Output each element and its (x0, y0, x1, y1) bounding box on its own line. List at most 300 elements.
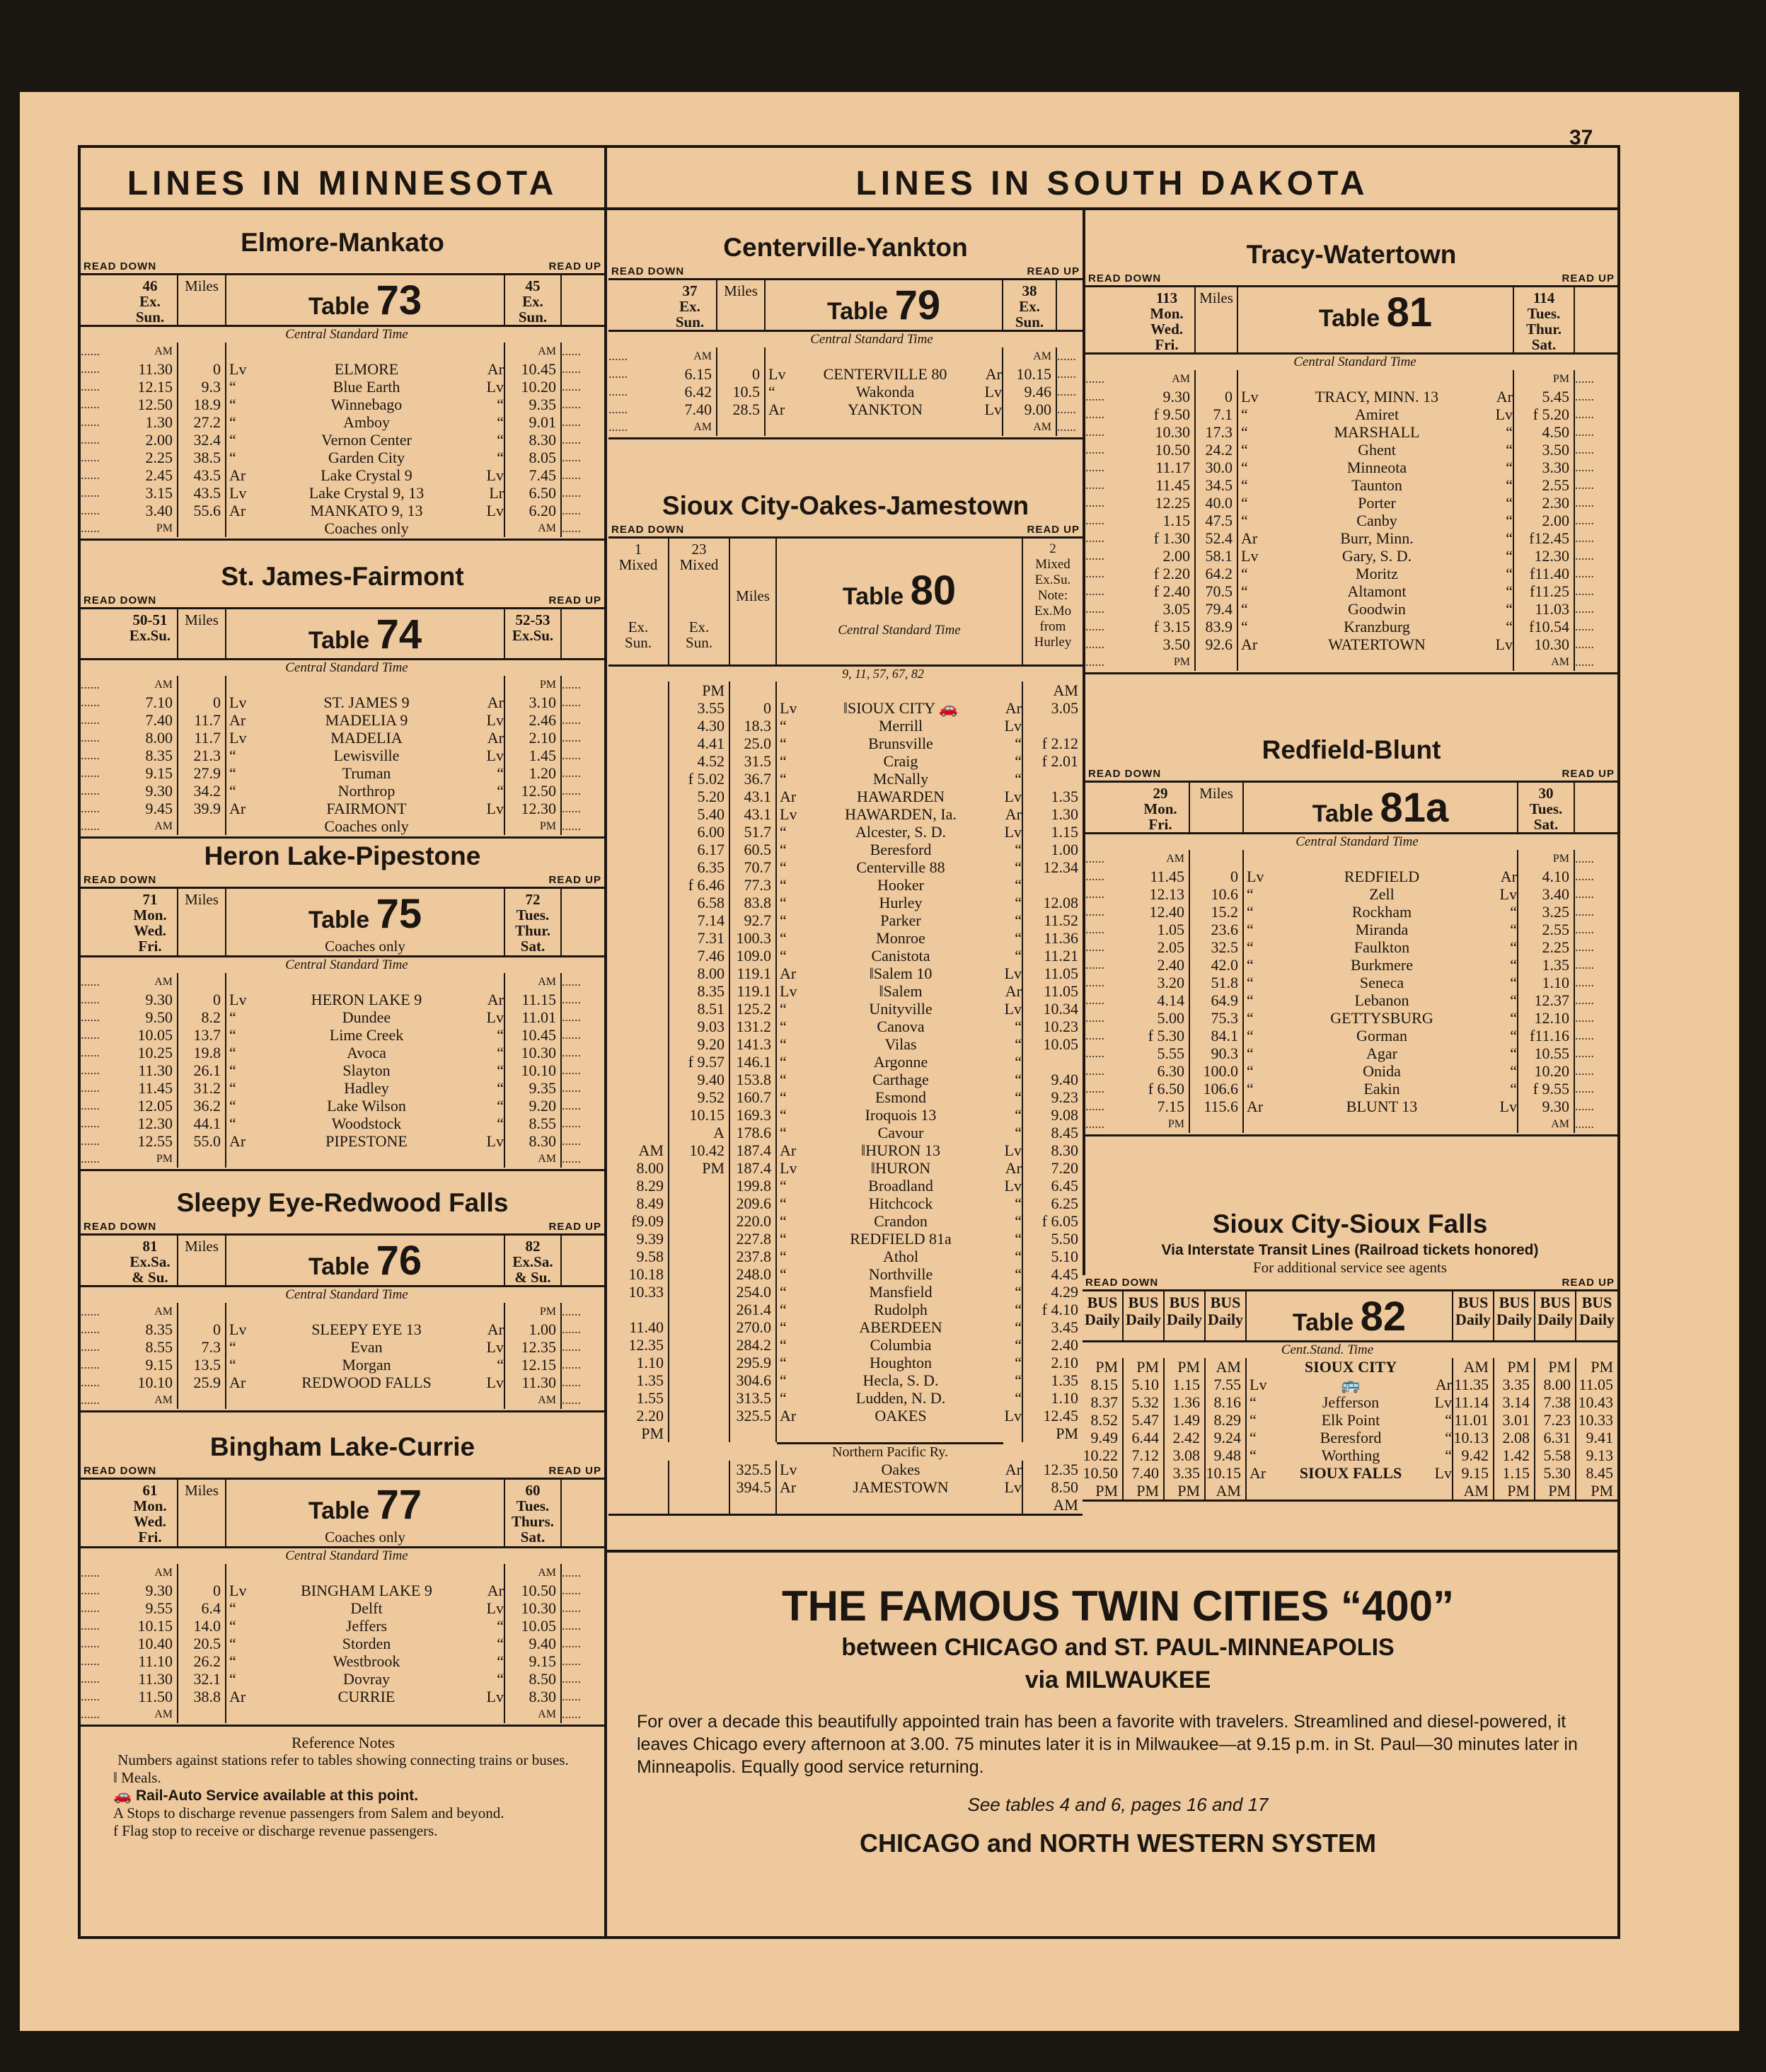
station-name: Vilas (884, 1035, 917, 1053)
bus-time-down: 8.37 (1083, 1393, 1124, 1411)
leader-dots: ...... (562, 379, 581, 393)
miles-value: 10.5 (717, 383, 766, 401)
lv-ar: “ (1241, 618, 1248, 635)
miles-value: 11.7 (178, 729, 226, 747)
table-word: Table (308, 627, 370, 654)
station-name: Beresford (870, 841, 932, 858)
table-number-header (226, 1480, 505, 1546)
time-up: f11.16 (1518, 1027, 1575, 1044)
station-cell (226, 1688, 505, 1705)
time-train-23 (669, 1336, 730, 1354)
station-name: Storden (342, 1635, 391, 1652)
time-train-2: 12.34 (1043, 858, 1078, 876)
ar-lv: Lv (984, 401, 1002, 418)
ar-lv: “ (1506, 547, 1513, 565)
time-train-23 (669, 1371, 730, 1389)
lv-ar (229, 973, 253, 991)
station-cell (226, 431, 505, 449)
station-name: ‖Salem 10 (869, 965, 933, 982)
table-row (608, 1407, 1083, 1424)
leader-dots: ...... (562, 677, 581, 691)
note-4: A Stops to discharge revenue passengers from Salem and beyond. (113, 1805, 504, 1821)
station-cell (1238, 405, 1514, 423)
ar-lv: Ar (487, 729, 504, 747)
bus-daily-header: BUS Daily (1124, 1291, 1165, 1340)
lv-ar: “ (780, 1035, 787, 1053)
miles-value (730, 681, 777, 699)
leader-dots: ...... (1085, 372, 1104, 386)
leader-dots: ...... (562, 503, 581, 517)
leader-dots: ...... (562, 1304, 581, 1318)
read-down-label: READ DOWN (83, 594, 157, 606)
station-cell (1244, 1009, 1518, 1027)
train-up-header: 60 Tues. Thurs. Sat. (505, 1480, 562, 1546)
time-down: AM (1139, 370, 1196, 388)
miles-value: 42.0 (1190, 956, 1244, 974)
time-train-23: 4.30 (669, 717, 730, 735)
miles-value: 43.1 (730, 788, 777, 805)
ar-lv: Lr (489, 484, 504, 502)
bus-time-up: PM (1494, 1482, 1535, 1500)
time-train-23: 9.20 (669, 1035, 730, 1053)
miles-value: 109.0 (730, 947, 777, 965)
lv-ar: “ (229, 396, 236, 413)
bus-time-up: 10.13 (1453, 1429, 1494, 1446)
leader-dots: ...... (1057, 384, 1076, 398)
ar-lv (1489, 370, 1513, 388)
station-name: Moritz (1356, 565, 1398, 582)
lv-ar (229, 1150, 253, 1168)
time-up: 7.45 (505, 466, 562, 484)
station-name: Garden City (328, 449, 405, 466)
leader-dots: ...... (1575, 975, 1594, 989)
time-down: PM (123, 1150, 178, 1168)
ar-lv: Lv (486, 1008, 504, 1026)
leader-dots: ...... (1575, 584, 1594, 598)
miles-header: Miles (178, 1236, 226, 1285)
table-row (608, 735, 1083, 752)
lv-ar: “ (780, 841, 787, 858)
table-row (81, 431, 604, 449)
miles-value: 51.7 (730, 823, 777, 841)
time-up: 9.15 (505, 1652, 562, 1670)
table-row (608, 1159, 1083, 1177)
bus-daily-header: BUS Daily (1165, 1291, 1206, 1340)
time-train-2: PM (1056, 1424, 1078, 1442)
leader-dots: ...... (1575, 993, 1594, 1007)
table-title: Heron Lake-Pipestone (204, 841, 481, 870)
time-down: 12.30 (123, 1115, 178, 1132)
time-train-1 (608, 1035, 669, 1053)
leader-dots: ...... (81, 1654, 100, 1668)
station-name: SIOUX CITY (1304, 1358, 1397, 1376)
station-cell (226, 764, 505, 782)
time-down: f 1.30 (1139, 529, 1196, 547)
ar-lv: Ar (487, 693, 504, 711)
lv-ar: Ar (229, 711, 246, 729)
timetable-body (1083, 1342, 1617, 1502)
station-name: Hurley (879, 894, 923, 911)
time-down: 12.15 (123, 378, 178, 396)
lv-ar: Lv (780, 699, 797, 717)
table-title: Tracy-Watertown (1246, 240, 1457, 269)
leader-dots: ...... (1085, 566, 1104, 580)
station-name (804, 1496, 998, 1514)
station-cell (1238, 512, 1514, 529)
lv-ar: “ (780, 1265, 787, 1283)
time-train-2: 4.29 (1051, 1283, 1078, 1301)
lv-ar: Ar (780, 1407, 797, 1424)
miles-value: 106.6 (1190, 1080, 1244, 1098)
station-name (253, 1391, 480, 1409)
lv-ar: Ar (768, 401, 785, 418)
table-row (608, 1478, 1083, 1496)
ar-lv: “ (1015, 1389, 1022, 1407)
leader-dots: ...... (1085, 1081, 1104, 1095)
time-train-23: 6.17 (669, 841, 730, 858)
table-row (81, 764, 604, 782)
station-cell (1238, 476, 1514, 494)
station-name: Vernon Center (321, 431, 412, 449)
station-cell (1244, 1098, 1518, 1115)
lv-ar: Ar (1241, 635, 1258, 653)
leader-dots: ...... (1575, 1028, 1594, 1042)
station-name (792, 347, 978, 365)
table-73 (81, 225, 604, 541)
time-train-2: 4.45 (1051, 1265, 1078, 1283)
leader-dots: ...... (1085, 513, 1104, 527)
table-row (81, 1150, 604, 1168)
ar-lv: Ar (1005, 805, 1022, 823)
miles-value: 28.5 (717, 401, 766, 418)
bus-time-up: 11.14 (1453, 1393, 1494, 1411)
time-train-23: 6.35 (669, 858, 730, 876)
station-cell (777, 947, 1023, 965)
lv-ar: “ (1250, 1411, 1257, 1429)
station-cell (226, 1635, 505, 1652)
bus-daily-header: BUS Daily (1083, 1291, 1124, 1340)
station-name: YANKTON (848, 401, 923, 418)
time-up: AM (505, 519, 562, 537)
leader-dots: ...... (562, 1357, 581, 1371)
time-train-23: A (669, 1124, 730, 1141)
table-row (608, 965, 1083, 982)
miles-header: Miles (717, 280, 766, 330)
station-cell (1238, 459, 1514, 476)
read-down-label: READ DOWN (1088, 272, 1162, 284)
table-word: Table (308, 293, 370, 320)
station-name: GETTYSBURG (1330, 1009, 1433, 1027)
time-down: 2.45 (123, 466, 178, 484)
station-name: MADELIA (330, 729, 403, 747)
table-number: 80 (910, 568, 957, 614)
station-name: Worthing (1321, 1446, 1380, 1464)
time-train-1 (608, 1106, 669, 1124)
time-train-2: 11.21 (1044, 947, 1078, 965)
miles-value: 394.5 (730, 1478, 777, 1496)
station-name: Lake Crystal 9, 13 (308, 484, 425, 502)
table-row (1085, 582, 1617, 600)
note-5: f Flag stop to receive or discharge revenue passengers. (113, 1822, 438, 1839)
read-up-label: READ UP (548, 1221, 601, 1233)
bus-daily-header: BUS Daily (1494, 1291, 1535, 1340)
station-name: Canistota (871, 947, 930, 965)
table-row (608, 347, 1083, 365)
time-train-1 (608, 929, 669, 947)
station-cell (777, 1301, 1023, 1318)
leader-dots: ...... (562, 1063, 581, 1077)
station-cell (1247, 1393, 1453, 1411)
table-row (1085, 423, 1617, 441)
bus-time-up: 11.01 (1453, 1411, 1494, 1429)
train-up-header: 72 Tues. Thur. Sat. (505, 889, 562, 955)
time-up: 8.30 (505, 431, 562, 449)
train-down-header: 29 Mon. Fri. (1132, 783, 1190, 832)
leader-dots: ...... (1575, 904, 1594, 919)
table-title: Sleepy Eye-Redwood Falls (176, 1188, 509, 1217)
station-name: Lewisville (333, 747, 400, 764)
ar-lv: Ar (1005, 1461, 1022, 1478)
station-cell (777, 805, 1023, 823)
miles-value: 313.5 (730, 1389, 777, 1407)
table-row (81, 782, 604, 800)
bus-time-up: 9.15 (1453, 1464, 1494, 1482)
table-row (1083, 1464, 1617, 1482)
table-number-header (226, 1236, 505, 1285)
bus-time-up: 11.05 (1579, 1376, 1613, 1393)
table-row (1083, 1429, 1617, 1446)
station-cell (226, 1008, 505, 1026)
table-label (226, 611, 504, 658)
note-2: ‖ Meals. (113, 1769, 161, 1786)
time-up: 11.01 (505, 1008, 562, 1026)
time-train-2: f 2.01 (1041, 752, 1078, 770)
ar-lv (1431, 1482, 1452, 1500)
lv-ar: “ (1241, 565, 1248, 582)
leader-dots: ...... (81, 1636, 100, 1650)
time-up: 10.50 (505, 1582, 562, 1599)
ar-lv: “ (1015, 947, 1022, 965)
lv-ar: Ar (229, 800, 246, 817)
ar-lv: Lv (1434, 1464, 1452, 1482)
ar-lv (480, 1564, 504, 1582)
table-row (81, 1079, 604, 1097)
dots-col (81, 275, 123, 325)
lv-ar: “ (1241, 494, 1248, 512)
table-row (608, 1177, 1083, 1195)
station-name: Faulkton (1354, 938, 1410, 956)
ar-lv: Lv (486, 747, 504, 764)
time-train-2: 1.15 (1051, 823, 1078, 841)
lv-ar: “ (780, 1371, 787, 1389)
station-name: FAIRMONT (326, 800, 407, 817)
leader-dots: ...... (1575, 1011, 1594, 1025)
miles-value: 31.2 (178, 1079, 226, 1097)
miles-value: 36.2 (178, 1097, 226, 1115)
ar-lv: “ (1510, 903, 1517, 921)
leader-dots: ...... (562, 695, 581, 709)
station-cell (1238, 370, 1514, 388)
miles-header: Miles (730, 539, 777, 664)
station-name: WATERTOWN (1328, 635, 1426, 653)
station-name: Craig (883, 752, 918, 770)
ar-lv: “ (1015, 1195, 1022, 1212)
leader-dots: ...... (562, 748, 581, 762)
leader-dots: ...... (81, 783, 100, 798)
time-train-2: 8.30 (1051, 1141, 1078, 1159)
ar-lv: “ (1506, 476, 1513, 494)
time-down: 6.30 (1132, 1062, 1190, 1080)
time-up: 10.10 (505, 1061, 562, 1079)
table-row (81, 729, 604, 747)
leader-dots: ...... (1085, 975, 1104, 989)
time-up: 9.35 (505, 396, 562, 413)
table-label (226, 1481, 504, 1529)
table-row (1085, 1027, 1617, 1044)
time-train-1: 1.35 (608, 1371, 669, 1389)
station-name: JAMESTOWN (853, 1478, 949, 1496)
leader-dots: ...... (81, 1304, 100, 1318)
ar-lv: “ (1506, 459, 1513, 476)
time-down: f 9.50 (1139, 405, 1196, 423)
time-down: PM (123, 519, 178, 537)
station-cell (226, 1374, 505, 1391)
leader-dots: ...... (1085, 940, 1104, 954)
table-76 (81, 1185, 604, 1412)
leader-dots: ...... (81, 1028, 100, 1042)
time-down: 12.55 (123, 1132, 178, 1150)
dots-col (1085, 287, 1139, 352)
leader-dots: ...... (1085, 1064, 1104, 1078)
dots-col (81, 1480, 123, 1546)
lv-ar: Lv (780, 805, 797, 823)
table-row (81, 817, 604, 835)
read-labels (1085, 768, 1617, 781)
time-up: 5.45 (1514, 388, 1575, 405)
station-name: ‖Salem (879, 982, 923, 1000)
train-23-header: 23 Mixed Ex. Sun. (669, 539, 730, 664)
northern-pacific-label: Northern Pacific Ry. (777, 1442, 1003, 1461)
read-down-label: READ DOWN (1085, 1277, 1159, 1289)
station-cell (1244, 850, 1518, 868)
leader-dots: ...... (1575, 460, 1594, 474)
time-train-1 (608, 681, 669, 699)
leader-dots: ...... (81, 974, 100, 989)
leader-dots: ...... (81, 485, 100, 500)
table-row (608, 1088, 1083, 1106)
table-row (608, 1318, 1083, 1336)
time-up: 2.25 (1518, 938, 1575, 956)
time-train-2: AM (1053, 1496, 1078, 1514)
ar-lv: “ (1510, 1080, 1517, 1098)
station-cell (226, 729, 505, 747)
ar-lv: “ (1506, 565, 1513, 582)
lv-ar (229, 519, 253, 537)
leader-dots: ...... (1057, 402, 1076, 416)
time-up: 1.10 (1518, 974, 1575, 991)
table-row (608, 841, 1083, 858)
read-labels (1083, 1277, 1617, 1289)
ar-lv: Lv (1004, 965, 1022, 982)
coaches-note: Coaches only (325, 938, 405, 955)
leader-dots: ...... (1575, 869, 1594, 883)
bus-time-down: PM (1124, 1358, 1165, 1376)
time-up: 2.00 (1514, 512, 1575, 529)
station-cell (226, 1617, 505, 1635)
lv-ar (780, 681, 804, 699)
leader-dots: ...... (81, 415, 100, 429)
station-cell (777, 1088, 1023, 1106)
leader-dots: ...... (81, 766, 100, 780)
time-up: 10.20 (505, 378, 562, 396)
time-train-1 (608, 1018, 669, 1035)
read-down-label: READ DOWN (83, 260, 157, 272)
leader-dots: ...... (1085, 1117, 1104, 1131)
miles-value: 248.0 (730, 1265, 777, 1283)
dots-col (562, 275, 604, 325)
read-up-label: READ UP (548, 1465, 601, 1477)
bus-time-down: 3.08 (1165, 1446, 1206, 1464)
ar-lv: “ (1015, 752, 1022, 770)
table-row (1085, 441, 1617, 459)
time-up: 10.05 (505, 1617, 562, 1635)
table-number-header (226, 275, 505, 325)
station-cell (226, 1564, 505, 1582)
via-note: Via Interstate Transit Lines (Railroad tickets honored) (1161, 1242, 1539, 1258)
time-up: 2.55 (1518, 921, 1575, 938)
station-name: Elk Point (1321, 1411, 1380, 1429)
miles-value: 160.7 (730, 1088, 777, 1106)
lv-ar: “ (1241, 582, 1248, 600)
bus-time-down: 10.50 (1083, 1464, 1124, 1482)
leader-dots: ...... (562, 1151, 581, 1166)
station-name: Centerville 88 (856, 858, 945, 876)
bus-time-up: PM (1535, 1482, 1576, 1500)
timetable (1083, 1289, 1617, 1342)
station-cell (777, 1407, 1023, 1424)
time-down: PM (1139, 653, 1196, 671)
train-up-header: 45 Ex. Sun. (505, 275, 562, 325)
time-down: 9.30 (123, 782, 178, 800)
station-name: Monroe (876, 929, 925, 947)
read-labels (81, 1221, 604, 1233)
lv-ar: Lv (229, 729, 247, 747)
station-cell (1244, 1080, 1518, 1098)
ar-lv (480, 973, 504, 991)
ar-lv: “ (497, 1097, 504, 1115)
station-name: Lime Creek (329, 1026, 404, 1044)
lv-ar: Lv (780, 1461, 797, 1478)
miles-value: 75.3 (1190, 1009, 1244, 1027)
station-name: Columbia (870, 1336, 932, 1354)
leader-dots: ...... (81, 1565, 100, 1579)
station-cell (777, 1195, 1023, 1212)
lv-ar: “ (1247, 885, 1254, 903)
leader-dots: ...... (1575, 922, 1594, 936)
time-train-23 (669, 1301, 730, 1318)
bus-time-up: 10.33 (1578, 1411, 1613, 1429)
time-down: 3.05 (1139, 600, 1196, 618)
station-cell (777, 965, 1023, 982)
station-cell (226, 991, 505, 1008)
table-row (608, 1071, 1083, 1088)
table-row (81, 1132, 604, 1150)
table-row (608, 717, 1083, 735)
time-down: AM (123, 1705, 178, 1723)
leader-dots: ...... (81, 1151, 100, 1166)
time-down: 7.40 (664, 401, 717, 418)
miles-value (1190, 850, 1244, 868)
